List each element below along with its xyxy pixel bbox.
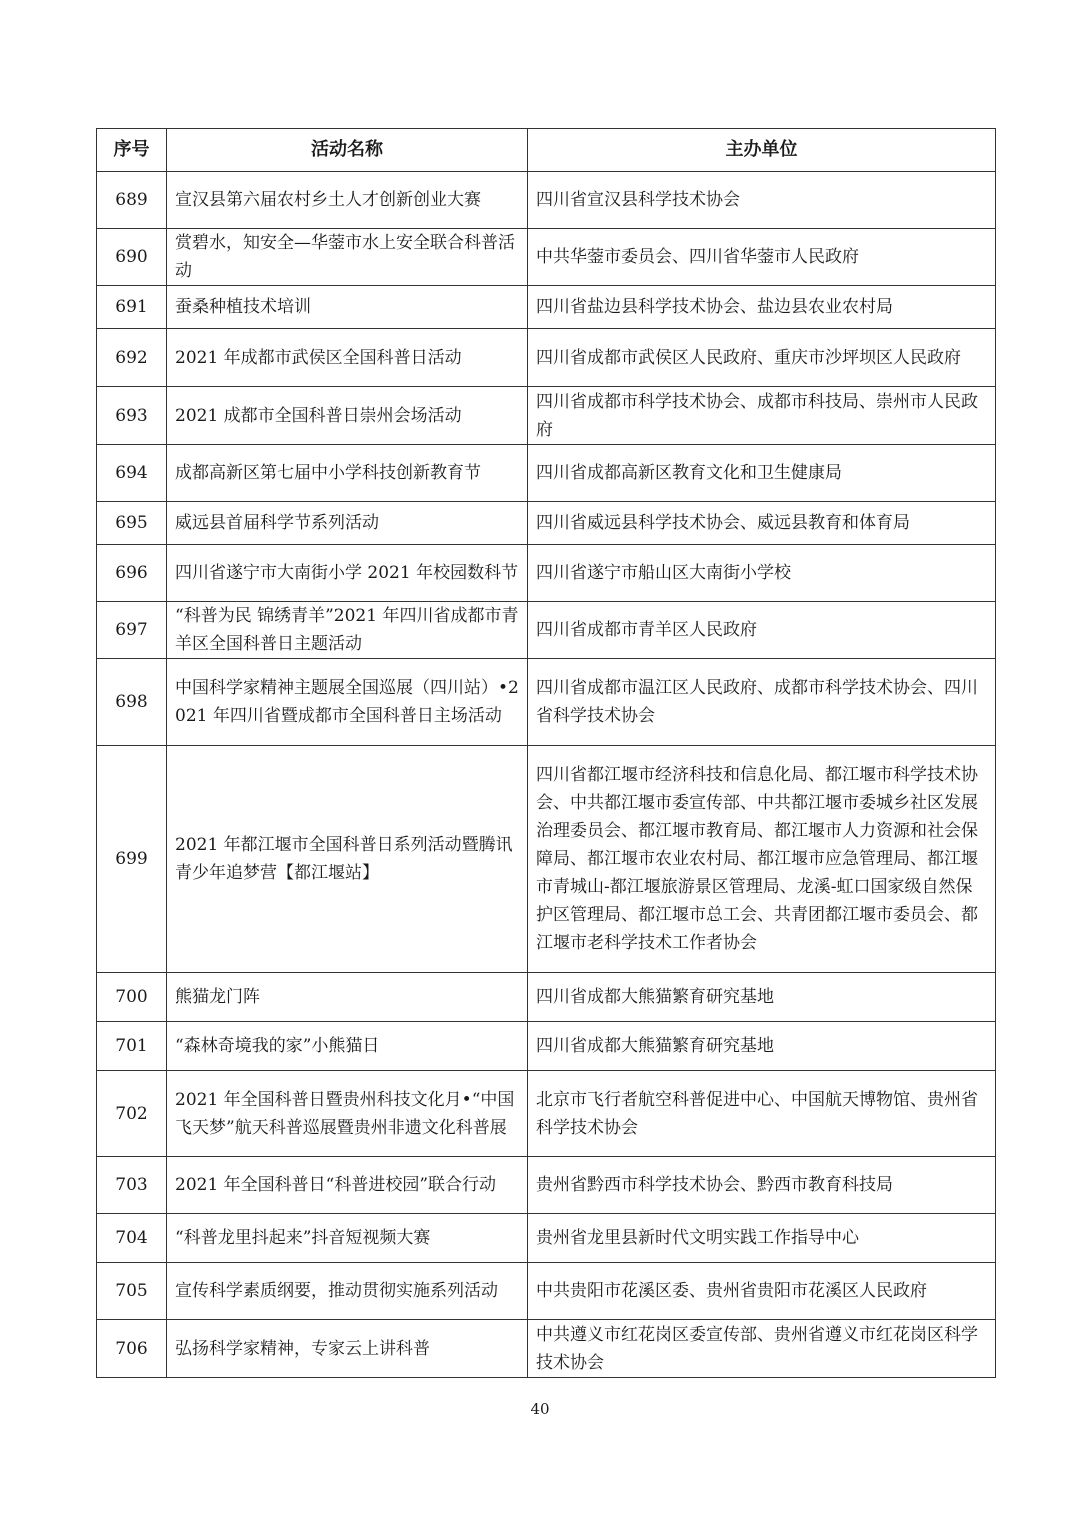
header-activity-name: 活动名称 [167, 129, 528, 172]
table-row [97, 1157, 996, 1214]
row-activity-name: “科普龙里抖起来”抖音短视频大赛 [167, 1214, 528, 1263]
row-activity-name: 成都高新区第七届中小学科技创新教育节 [167, 445, 528, 502]
row-activity-name: 宣汉县第六届农村乡土人才创新创业大赛 [167, 172, 528, 229]
table-row [97, 602, 996, 659]
row-organizer: 四川省成都市科学技术协会、成都市科技局、崇州市人民政府 [528, 387, 996, 445]
row-serial-number: 700 [97, 973, 167, 1022]
table-row [97, 286, 996, 329]
row-organizer: 四川省成都市温江区人民政府、成都市科学技术协会、四川省科学技术协会 [528, 659, 996, 746]
row-activity-name: 弘扬科学家精神，专家云上讲科普 [167, 1320, 528, 1378]
row-organizer: 四川省成都大熊猫繁育研究基地 [528, 973, 996, 1022]
row-organizer: 北京市飞行者航空科普促进中心、中国航天博物馆、贵州省科学技术协会 [528, 1071, 996, 1157]
table-row [97, 445, 996, 502]
row-organizer: 中共贵阳市花溪区委、贵州省贵阳市花溪区人民政府 [528, 1263, 996, 1320]
row-activity-name: 宣传科学素质纲要，推动贯彻实施系列活动 [167, 1263, 528, 1320]
table-row [97, 329, 996, 387]
row-organizer: 四川省盐边县科学技术协会、盐边县农业农村局 [528, 286, 996, 329]
row-serial-number: 704 [97, 1214, 167, 1263]
row-organizer: 四川省成都市武侯区人民政府、重庆市沙坪坝区人民政府 [528, 329, 996, 387]
row-activity-name: 2021 年全国科普日“科普进校园”联合行动 [167, 1157, 528, 1214]
row-activity-name: 蚕桑种植技术培训 [167, 286, 528, 329]
row-organizer: 四川省宣汉县科学技术协会 [528, 172, 996, 229]
row-activity-name: 熊猫龙门阵 [167, 973, 528, 1022]
row-serial-number: 703 [97, 1157, 167, 1214]
table-row [97, 973, 996, 1022]
row-serial-number: 696 [97, 545, 167, 602]
row-serial-number: 691 [97, 286, 167, 329]
row-organizer: 中共遵义市红花岗区委宣传部、贵州省遵义市红花岗区科学技术协会 [528, 1320, 996, 1378]
table-row [97, 1320, 996, 1378]
row-serial-number: 697 [97, 602, 167, 659]
row-serial-number: 698 [97, 659, 167, 746]
row-activity-name: 2021 年全国科普日暨贵州科技文化月•“中国飞天梦”航天科普巡展暨贵州非遗文化科普展 [167, 1071, 528, 1157]
row-activity-name: “森林奇境我的家”小熊猫日 [167, 1022, 528, 1071]
row-organizer: 四川省成都大熊猫繁育研究基地 [528, 1022, 996, 1071]
table-row [97, 229, 996, 286]
table-row [97, 172, 996, 229]
row-serial-number: 705 [97, 1263, 167, 1320]
row-serial-number: 692 [97, 329, 167, 387]
row-serial-number: 706 [97, 1320, 167, 1378]
row-serial-number: 702 [97, 1071, 167, 1157]
row-activity-name: 2021 年都江堰市全国科普日系列活动暨腾讯青少年追梦营【都江堰站】 [167, 746, 528, 973]
row-organizer: 四川省遂宁市船山区大南街小学校 [528, 545, 996, 602]
row-serial-number: 695 [97, 502, 167, 545]
row-organizer: 四川省威远县科学技术协会、威远县教育和体育局 [528, 502, 996, 545]
table-row [97, 1022, 996, 1071]
row-activity-name: 赏碧水，知安全—华蓥市水上安全联合科普活动 [167, 229, 528, 286]
row-serial-number: 689 [97, 172, 167, 229]
row-serial-number: 701 [97, 1022, 167, 1071]
row-activity-name: “科普为民 锦绣青羊”2021 年四川省成都市青羊区全国科普日主题活动 [167, 602, 528, 659]
row-serial-number: 690 [97, 229, 167, 286]
table-row [97, 502, 996, 545]
table-row [97, 387, 996, 445]
table-row [97, 746, 996, 973]
row-serial-number: 699 [97, 746, 167, 973]
row-organizer: 贵州省黔西市科学技术协会、黔西市教育科技局 [528, 1157, 996, 1214]
row-organizer: 贵州省龙里县新时代文明实践工作指导中心 [528, 1214, 996, 1263]
page-number: 40 [530, 1400, 550, 1418]
row-activity-name: 2021 年成都市武侯区全国科普日活动 [167, 329, 528, 387]
header-organizer: 主办单位 [528, 129, 996, 172]
row-activity-name: 四川省遂宁市大南街小学 2021 年校园数科节 [167, 545, 528, 602]
row-activity-name: 威远县首届科学节系列活动 [167, 502, 528, 545]
row-organizer: 四川省成都高新区教育文化和卫生健康局 [528, 445, 996, 502]
table-row [97, 1263, 996, 1320]
row-activity-name: 2021 成都市全国科普日崇州会场活动 [167, 387, 528, 445]
table-row [97, 1214, 996, 1263]
row-activity-name: 中国科学家精神主题展全国巡展（四川站）•2021 年四川省暨成都市全国科普日主场活动 [167, 659, 528, 746]
row-serial-number: 693 [97, 387, 167, 445]
table-header-row [97, 129, 996, 172]
row-organizer: 中共华蓥市委员会、四川省华蓥市人民政府 [528, 229, 996, 286]
table-row [97, 545, 996, 602]
row-organizer: 四川省成都市青羊区人民政府 [528, 602, 996, 659]
activity-table [96, 128, 996, 1378]
row-organizer: 四川省都江堰市经济科技和信息化局、都江堰市科学技术协会、中共都江堰市委宣传部、中共都江堰市委城乡社区发展治理委员会、都江堰市教育局、都江堰市人力资源和社会保障局、都江堰市农业农村局、都江堰市应急管理局、都江堰市青城山-都江堰旅游景区管理局、龙溪-虹口国家级自然保护区管理局、都江堰市总工会、共青团都江堰市委员会、都江堰市老科学技术工作者协会 [528, 746, 996, 973]
table-row [97, 1071, 996, 1157]
header-serial-number: 序号 [97, 129, 167, 172]
table-row [97, 659, 996, 746]
row-serial-number: 694 [97, 445, 167, 502]
